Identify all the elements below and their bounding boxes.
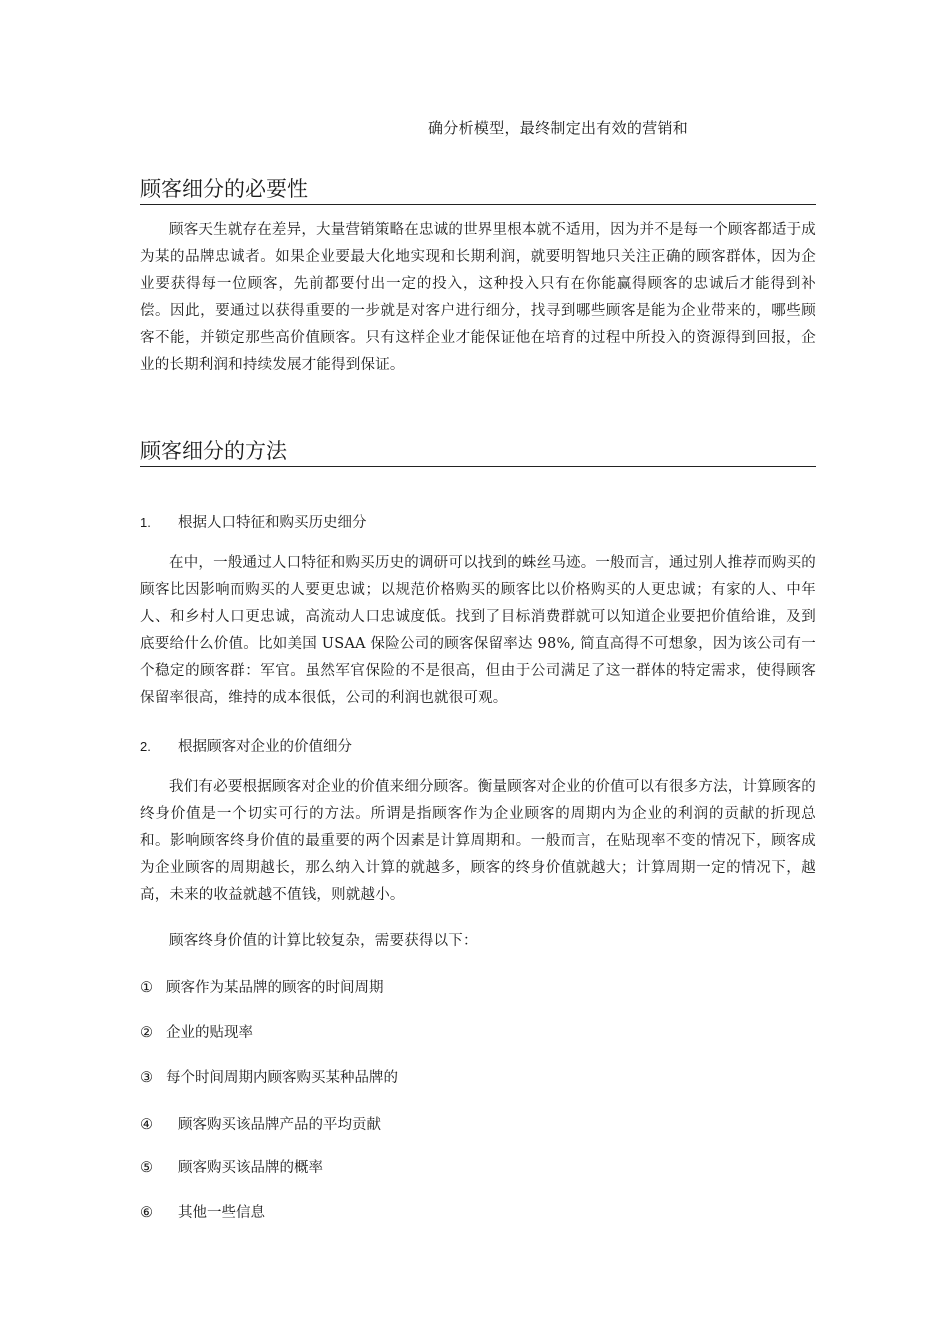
subheading-number: 2. — [140, 739, 151, 754]
section-heading-necessity: 顾客细分的必要性 — [140, 175, 816, 205]
item-text: 顾客购买该品牌的概率 — [178, 1160, 323, 1176]
subheading-demographics — [140, 511, 367, 532]
list-item — [140, 976, 384, 997]
list-item — [140, 1021, 253, 1042]
subheading-title: 根据人口特征和购买历史细分 — [178, 515, 367, 531]
item-marker: ② — [140, 1025, 153, 1041]
list-item — [140, 1113, 381, 1134]
item-text: 顾客购买该品牌产品的平均贡献 — [178, 1117, 381, 1133]
paragraph-value: 我们有必要根据顾客对企业的价值来细分顾客。衡量顾客对企业的价值可以有很多方法，计算顾客的终身价值是一个切实可行的方法。所谓是指顾客作为企业顾客的周期内为企业的利润的贡献的折现总和。影响顾客终身价值的最重要的两个因素是计算周期和。一般而言，在贴现率不变的情况下，顾客成为企业顾客的周期越长，那么纳入计算的就越多，顾客的终身价值就越大；计算周期一定的情况下，越高，未来的收益就越不值钱，则就越小。 — [140, 779, 816, 903]
item-marker: ⑤ — [140, 1160, 153, 1176]
continuation-text: 确分析模型，最终制定出有效的营销和 — [428, 119, 689, 137]
item-marker: ⑥ — [140, 1205, 153, 1221]
item-marker: ④ — [140, 1117, 153, 1133]
item-text: 企业的贴现率 — [166, 1025, 253, 1041]
item-marker: ① — [140, 980, 153, 996]
subheading-number: 1. — [140, 515, 151, 530]
list-item — [140, 1066, 398, 1087]
section-heading-methods: 顾客细分的方法 — [140, 437, 816, 467]
subheading-value — [140, 735, 352, 756]
list-item — [140, 1201, 265, 1222]
list-item — [140, 1156, 323, 1177]
item-text: 每个时间周期内顾客购买某种品牌的 — [166, 1070, 398, 1086]
paragraph-lifetime-intro: 顾客终身价值的计算比较复杂，需要获得以下： — [169, 933, 478, 949]
item-text: 其他一些信息 — [178, 1205, 265, 1221]
paragraph-necessity: 顾客天生就存在差异，大量营销策略在忠诚的世界里根本就不适用，因为并不是每一个顾客都适于成为某的品牌忠诚者。如果企业要最大化地实现和长期利润，就要明智地只关注正确的顾客群体，因为企业要获得每一位顾客，先前都要付出一定的投入，这种投入只有在你能赢得顾客的忠诚后才能得到补偿。因此，要通过以获得重要的一步就是对客户进行细分，找寻到哪些顾客是能为企业带来的，哪些顾客不能，并锁定那些高价值顾客。只有这样企业才能保证他在培育的过程中所投入的资源得到回报，企业的长期利润和持续发展才能得到保证。 — [140, 222, 816, 373]
item-text: 顾客作为某品牌的顾客的时间周期 — [166, 980, 384, 996]
item-marker: ③ — [140, 1070, 153, 1086]
subheading-title: 根据顾客对企业的价值细分 — [178, 739, 352, 755]
paragraph-demographics: 在中，一般通过人口特征和购买历史的调研可以找到的蛛丝马迹。一般而言，通过别人推荐而购买的顾客比因影响而购买的人要更忠诚；以规范价格购买的顾客比以价格购买的人更忠诚；有家的人、中年人、和乡村人口更忠诚，高流动人口忠诚度低。找到了目标消费群就可以知道企业要把价值给谁，及到底要给什么价值。比如美国 USAA 保险公司的顾客保留率达 98%, 简直高得不可想象，因为该公司有一个稳定的顾客群：军官。虽然军官保险的不是很高，但由于公司满足了这一群体的特定需求，使得顾客保留率很高，维持的成本很低，公司的利润也就很可观。 — [140, 555, 816, 706]
